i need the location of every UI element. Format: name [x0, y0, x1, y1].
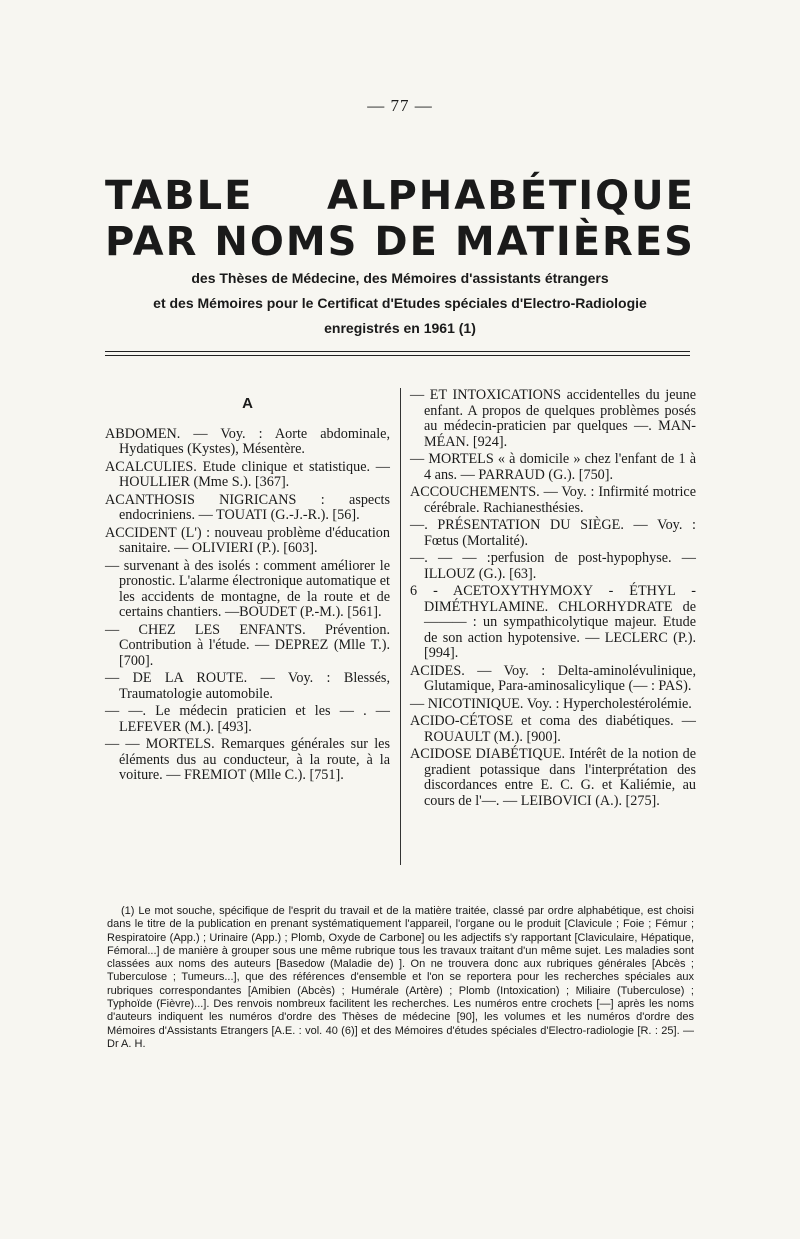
- index-entry: ABDOMEN. — Voy. : Aorte abdominale, Hydatiques (Kystes), Mésentère.: [105, 425, 390, 457]
- index-entry: ACANTHOSIS NIGRICANS : aspects endocriniens. — TOUATI (G.-J.-R.). [56].: [105, 491, 390, 523]
- index-entry: —. PRÉSENTATION DU SIÈGE. — Voy. : Fœtus (Mortalité).: [410, 517, 696, 549]
- subtitle-line-1: des Thèses de Médecine, des Mémoires d'assistants étrangers: [191, 270, 609, 286]
- index-entry: — NICOTINIQUE. Voy. : Hypercholestérolémie.: [410, 695, 692, 712]
- index-entry: —. — — :perfusion de post-hypophyse. — ILLOUZ (G.). [63].: [410, 550, 696, 582]
- index-entry: — ET INTOXICATIONS accidentelles du jeune enfant. A propos de quelques problèmes posés au médecin-praticien par quelques —. MAN-MÉAN. [924].: [410, 387, 696, 450]
- header-rule-bottom: [105, 355, 690, 356]
- column-divider: [400, 388, 401, 865]
- left-column: [105, 388, 390, 784]
- footnote: (1) Le mot souche, spécifique de l'esprit du travail et de la matière traitée, classé par ordre alphabétique, est choisi dans le titre de la publication en prenant systématiquement l'appareil, l'organe ou le produit [Clavicule ; Foie ; Fémur ; Respiratoire (App.) ; Urinaire (App.) ; Plomb, Oxyde de Carbone] ou les adjectifs s'y rapportant [Claviculaire, Hépatique, Fémoral...] de manière à grouper sous une même rubrique tous les travaux traitant d'un même sujet. Les maladies sont classées aux noms des auteurs [Basedow (Maladie de) ]. On ne trouvera donc aux rubriques générales [Abcès ; Tuberculose ; Tumeurs...], que des références d'ensemble et l'on se reportera pour les recherches spéciales aux rubriques correspondantes [Amibien (Abcès) ; Humérale (Artère) ; Plomb (Intoxication) ; Miliaire (Tuberculose) ; Typhoïde (Fièvre)...]. Des renvois nombreux facilitent les recherches. Les numéros entre crochets [—] après les noms d'auteurs indiquent les numéros d'ordre des Thèses de médecine [90], les volumes et les numéros d'ordre des Mémoires d'Assistants Etrangers [A.E. : vol. 40 (6)] et des Mémoires d'études spéciales d'Electro-radiologie [R. : 25]. — Dr A. H.: [107, 905, 694, 1050]
- section-letter: A: [242, 395, 253, 412]
- index-entry: ACIDOSE DIABÉTIQUE. Intérêt de la notion de gradient potassique dans l'interprétation des discordances entre E. C. G. et Kaliémie, au cours de l'—. — LEIBOVICI (A.). [275].: [410, 746, 696, 809]
- page-number: — 77 —: [367, 96, 433, 115]
- index-entry: — DE LA ROUTE. — Voy. : Blessés, Traumatologie automobile.: [105, 670, 390, 702]
- index-entry: ACIDO-CÉTOSE et coma des diabétiques. — ROUAULT (M.). [900].: [410, 713, 696, 745]
- index-entry: — — MORTELS. Remarques générales sur les éléments dus au conducteur, à la route, à la voiture. — FREMIOT (Mlle C.). [751].: [105, 736, 390, 783]
- index-entry: — —. Le médecin praticien et les — . — LEFEVER (M.). [493].: [105, 703, 390, 735]
- right-column: [410, 388, 696, 809]
- header-rule-top: [105, 351, 690, 352]
- title-line-1: TABLE ALPHABÉTIQUE: [105, 173, 695, 219]
- index-entry: ACALCULIES. Etude clinique et statistique. — HOULLIER (Mme S.). [367].: [105, 458, 390, 490]
- title-line-2: PAR NOMS DE MATIÈRES: [105, 219, 695, 265]
- subtitle-line-3: enregistrés en 1961 (1): [324, 320, 476, 336]
- index-entry: 6 - ACETOXYTHYMOXY - ÉTHYL - DIMÉTHYLAMINE. CHLORHYDRATE de ——— : un sympathicolytique majeur. Etude de son action hypotensive. — LECLERC (P.). [994].: [410, 583, 696, 661]
- index-entry: — survenant à des isolés : comment améliorer le pronostic. L'alarme électronique automatique et les accidents de montagne, de la route et de certains chantiers. —BOUDET (P.-M.). [561].: [105, 557, 390, 620]
- index-entry: ACIDES. — Voy. : Delta-aminolévulinique, Glutamique, Para-aminosalicylique (— : PAS).: [410, 662, 696, 694]
- index-entry: ACCOUCHEMENTS. — Voy. : Infirmité motrice cérébrale. Rachianesthésies.: [410, 484, 696, 516]
- index-entry: ACCIDENT (L') : nouveau problème d'éducation sanitaire. — OLIVIERI (P.). [603].: [105, 524, 390, 556]
- index-entry: — CHEZ LES ENFANTS. Prévention. Contribution à l'étude. — DEPREZ (Mlle T.). [700].: [105, 621, 390, 669]
- subtitle-line-2: et des Mémoires pour le Certificat d'Etudes spéciales d'Electro-Radiologie: [153, 295, 647, 311]
- index-entry: — MORTELS « à domicile » chez l'enfant de 1 à 4 ans. — PARRAUD (G.). [750].: [410, 451, 696, 483]
